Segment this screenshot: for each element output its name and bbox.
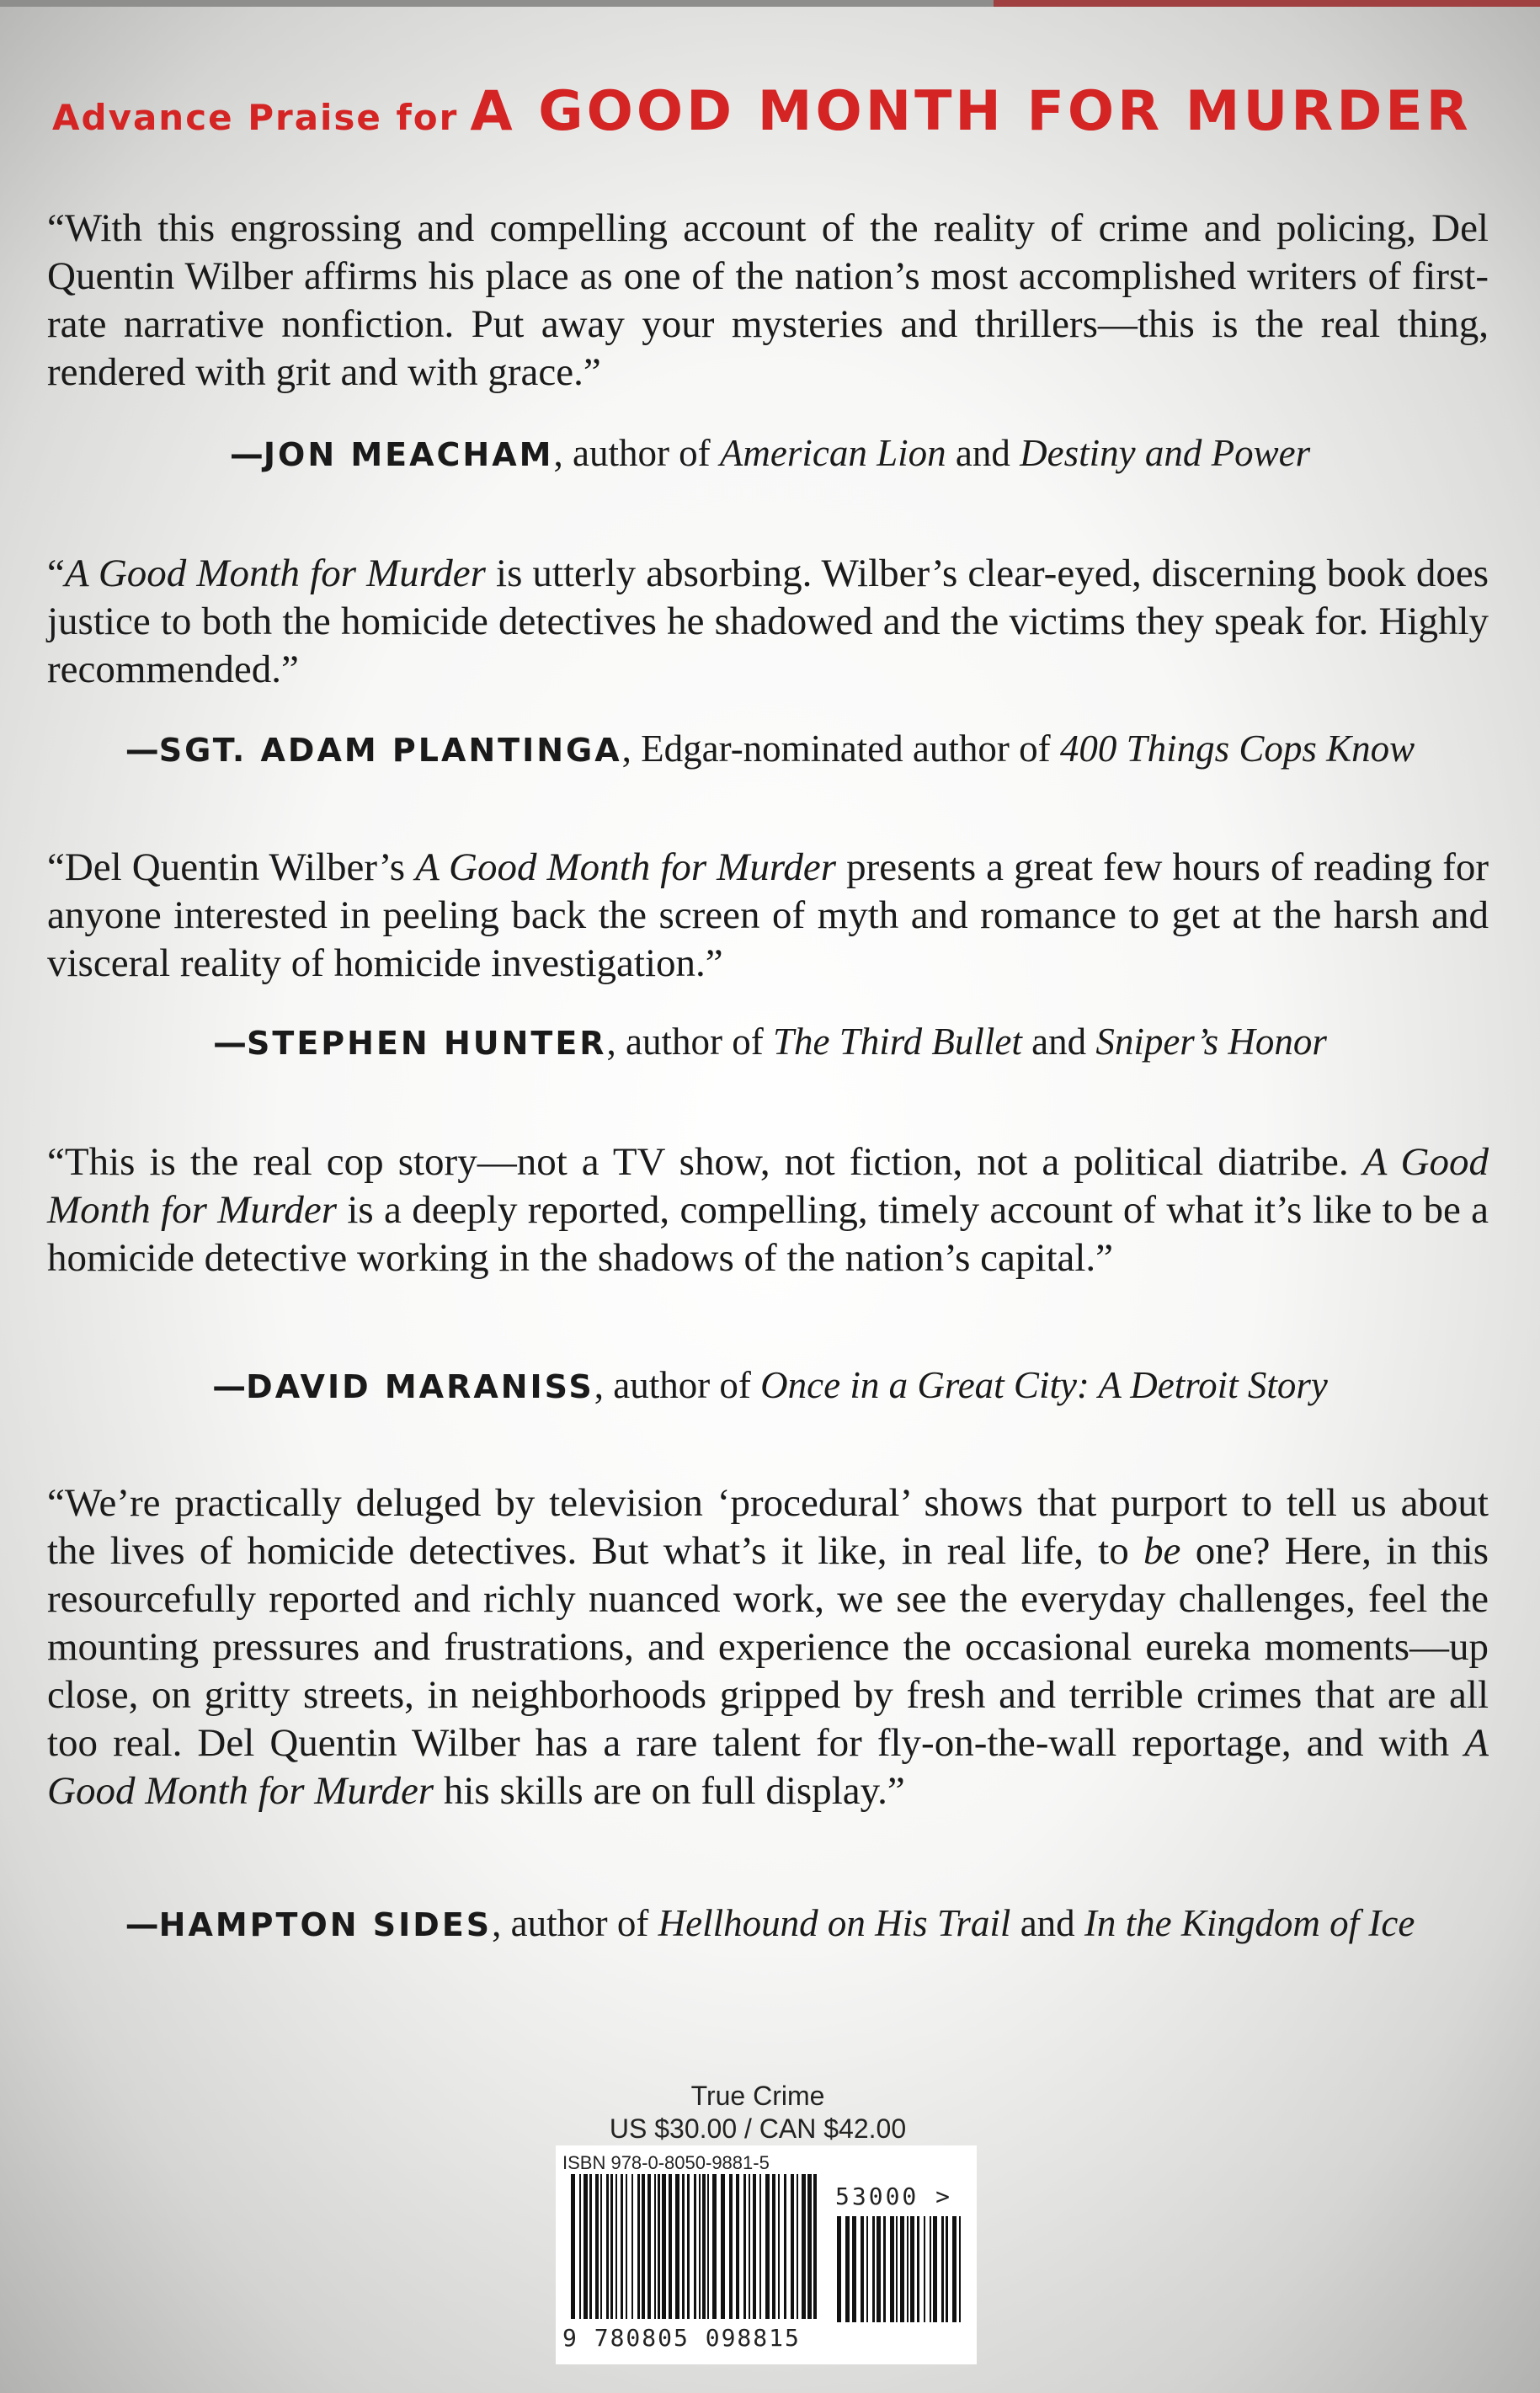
barcode-bar (669, 2174, 672, 2319)
barcode-bar (907, 2216, 909, 2322)
attribution-credit: , author of (606, 1021, 773, 1063)
attribution-credit: , author of (553, 432, 720, 474)
barcode-bar (877, 2216, 881, 2322)
price-addon-barcode (835, 2216, 967, 2326)
book-title: Once in a Great City: A Detroit Story (760, 1364, 1328, 1406)
barcode-bar (930, 2216, 931, 2322)
barcode-bar (866, 2216, 868, 2322)
blurb-attribution-2 (34, 725, 1506, 774)
barcode-bar (900, 2216, 904, 2322)
barcode-bar (721, 2174, 725, 2319)
attribution-dash: — (125, 1905, 159, 1944)
barcode-bar (606, 2174, 609, 2319)
blurb-quote-4 (47, 1138, 1489, 1282)
barcode-bar (579, 2174, 581, 2319)
book-title: Sniper’s Honor (1095, 1021, 1327, 1063)
barcode-bar (631, 2174, 633, 2319)
barcode-bar (682, 2174, 685, 2319)
barcode-bar (626, 2174, 627, 2319)
barcode-bar (784, 2174, 786, 2319)
author-name-meacham: JON MEACHAM (263, 436, 554, 473)
barcode-bar (600, 2174, 602, 2319)
barcode-bar (952, 2216, 957, 2322)
price-label: US $30.00 / CAN $42.00 (609, 2113, 907, 2144)
barcode-bar (896, 2216, 898, 2322)
barcode-bar (772, 2174, 775, 2319)
barcode-bar (890, 2216, 894, 2322)
barcode-bar (712, 2174, 717, 2319)
blurb-4-text: is a deeply reported, compelling, timely account of what it’s like to be a homicide detective working in the shadows of the nation’s capital.” (47, 1188, 1489, 1280)
barcode-bar (571, 2174, 575, 2319)
barcode-bar (778, 2174, 780, 2319)
blurb-2-text: is utterly absorbing. Wilber’s clear-eyed, discerning book does justice to both the homicide detectives he shadowed and the victims they speak for. Highly recommended.” (47, 552, 1489, 691)
barcode-bar (658, 2174, 660, 2319)
barcode-bar (933, 2216, 937, 2322)
blurb-quote-3 (47, 844, 1489, 988)
blurb-attribution-4 (34, 1362, 1506, 1410)
blurb-3-start: “Del Quentin Wilber’s (47, 845, 416, 889)
barcode-bar (861, 2216, 864, 2322)
barcode-bar (729, 2174, 733, 2319)
barcode-bar (917, 2216, 919, 2322)
book-title: American Lion (719, 432, 946, 474)
barcode-bar (654, 2174, 656, 2319)
barcode-bar (637, 2174, 640, 2319)
barcode-bar (583, 2174, 588, 2319)
barcode-bar (941, 2216, 944, 2322)
attribution-joiner: and (1021, 1021, 1096, 1063)
blurb-quote-5 (47, 1479, 1489, 1815)
barcode-bar (924, 2216, 925, 2322)
barcode-bar (791, 2174, 794, 2319)
barcode-bar (765, 2174, 770, 2319)
blurb-attribution-3 (34, 1018, 1506, 1067)
barcode-bar (845, 2216, 850, 2322)
barcode-bar (743, 2174, 746, 2319)
barcode-bar (807, 2174, 812, 2319)
barcode-bar (910, 2216, 914, 2322)
barcode-bar (959, 2216, 961, 2322)
author-name-plantinga: SGT. ADAM PLANTINGA (158, 732, 622, 769)
quote-mark: “ (47, 552, 65, 595)
barcode-bar (675, 2174, 679, 2319)
barcode-bar (852, 2216, 856, 2322)
quoted-title: A Good Month for Murder (47, 1140, 1489, 1232)
barcode-bar (802, 2174, 806, 2319)
genre-category: True Crime (690, 2081, 825, 2111)
barcode-bar (589, 2174, 592, 2319)
author-name-sides: HAMPTON SIDES (158, 1906, 493, 1943)
barcode-bar (753, 2174, 756, 2319)
barcode-bar (749, 2174, 750, 2319)
blurb-quote-1 (47, 205, 1489, 397)
blurb-1-text: “With this engrossing and compelling account of the reality of crime and policing, Del Quentin Wilber affirms his place as one of the nation’s most accomplished writers of first-rate narrative nonfiction. Put away your mysteries and thrillers—this is the real thing, rendered with grit and with grace.” (47, 206, 1489, 394)
blurb-quote-2 (47, 550, 1489, 694)
book-title: The Third Bullet (773, 1021, 1022, 1063)
blurb-3-text: presents a great few hours of reading for anyone interested in peeling back the screen of myth and romance to get at the harsh and visceral reality of homicide investigation.” (47, 845, 1489, 985)
barcode-bar (615, 2174, 617, 2319)
book-title: Destiny and Power (1020, 432, 1311, 474)
blurb-attribution-1 (34, 429, 1506, 478)
attribution-joiner: and (946, 432, 1020, 474)
blurb-attribution-5 (34, 1900, 1506, 1948)
barcode-bar (621, 2174, 623, 2319)
blurb-4-start: “This is the real cop story—not a TV show, not fiction, not a political diatribe. (47, 1140, 1363, 1184)
quoted-title: A Good Month for Murder (47, 1721, 1489, 1813)
barcode-bar (946, 2216, 948, 2322)
blurb-5-text: his skills are on full display.” (434, 1769, 905, 1813)
isbn-digits: 9 780805 098815 (562, 2324, 801, 2352)
attribution-dash: — (229, 435, 264, 474)
isbn-label: ISBN 978-0-8050-9881-5 (562, 2152, 770, 2173)
attribution-dash: — (212, 1367, 247, 1406)
attribution-dash: — (125, 731, 159, 770)
top-edge-red-strip (994, 0, 1540, 7)
quoted-title: A Good Month for Murder (415, 845, 837, 889)
book-title: Hellhound on His Trail (658, 1902, 1011, 1944)
praise-header-prefix: Advance Praise for (52, 97, 459, 138)
barcode-bar (694, 2174, 696, 2319)
blurb-5-middle: one? Here, in this resourcefully reported and richly nuanced work, we see the everyday challenges, feel the mounting pressures and frustrations, and experience the occasional eureka moments—up close, on gritty streets, in neighborhoods gripped by fresh and terrible crimes that are all too real. Del Quentin Wilber has a rare talent for fly-on-the-wall reportage, and with (47, 1529, 1489, 1765)
isbn-barcode (569, 2174, 822, 2326)
barcode-bar (707, 2174, 709, 2319)
author-name-maraniss: DAVID MARANISS (246, 1368, 594, 1405)
emphasis: be (1143, 1529, 1181, 1573)
barcode-bar (699, 2174, 701, 2319)
attribution-joiner: and (1010, 1902, 1084, 1944)
attribution-credit: , Edgar-nominated author of (621, 727, 1060, 770)
attribution-credit: , author of (492, 1902, 658, 1944)
barcode-bar (797, 2174, 798, 2319)
praise-header (52, 80, 1496, 143)
blurb-5-start: “We’re practically deluged by television ‘procedural’ shows that purport to tell us about the lives of homicide detectives. But what’s it like, in real life, to (47, 1481, 1489, 1573)
barcode-bar (759, 2174, 761, 2319)
book-title: In the Kingdom of Ice (1084, 1902, 1415, 1944)
barcode-bar (642, 2174, 645, 2319)
barcode-bar (687, 2174, 690, 2319)
barcode-bar (647, 2174, 651, 2319)
barcode-bar (702, 2174, 706, 2319)
barcode-bar (736, 2174, 739, 2319)
praise-header-title: A GOOD MONTH FOR MURDER (470, 80, 1472, 143)
attribution-credit: , author of (594, 1364, 761, 1406)
barcode-bar (662, 2174, 666, 2319)
quoted-title: A Good Month for Murder (64, 552, 486, 595)
barcode-bar (883, 2216, 886, 2322)
author-name-hunter: STEPHEN HUNTER (247, 1025, 607, 1062)
barcode-bar (813, 2174, 817, 2319)
barcode-bar (595, 2174, 599, 2319)
barcode-bar (610, 2174, 613, 2319)
book-title: 400 Things Cops Know (1059, 727, 1415, 770)
price-code: 53000 > (835, 2182, 953, 2210)
barcode-bar (872, 2216, 875, 2322)
attribution-dash: — (213, 1024, 248, 1063)
barcode-bar (837, 2216, 841, 2322)
